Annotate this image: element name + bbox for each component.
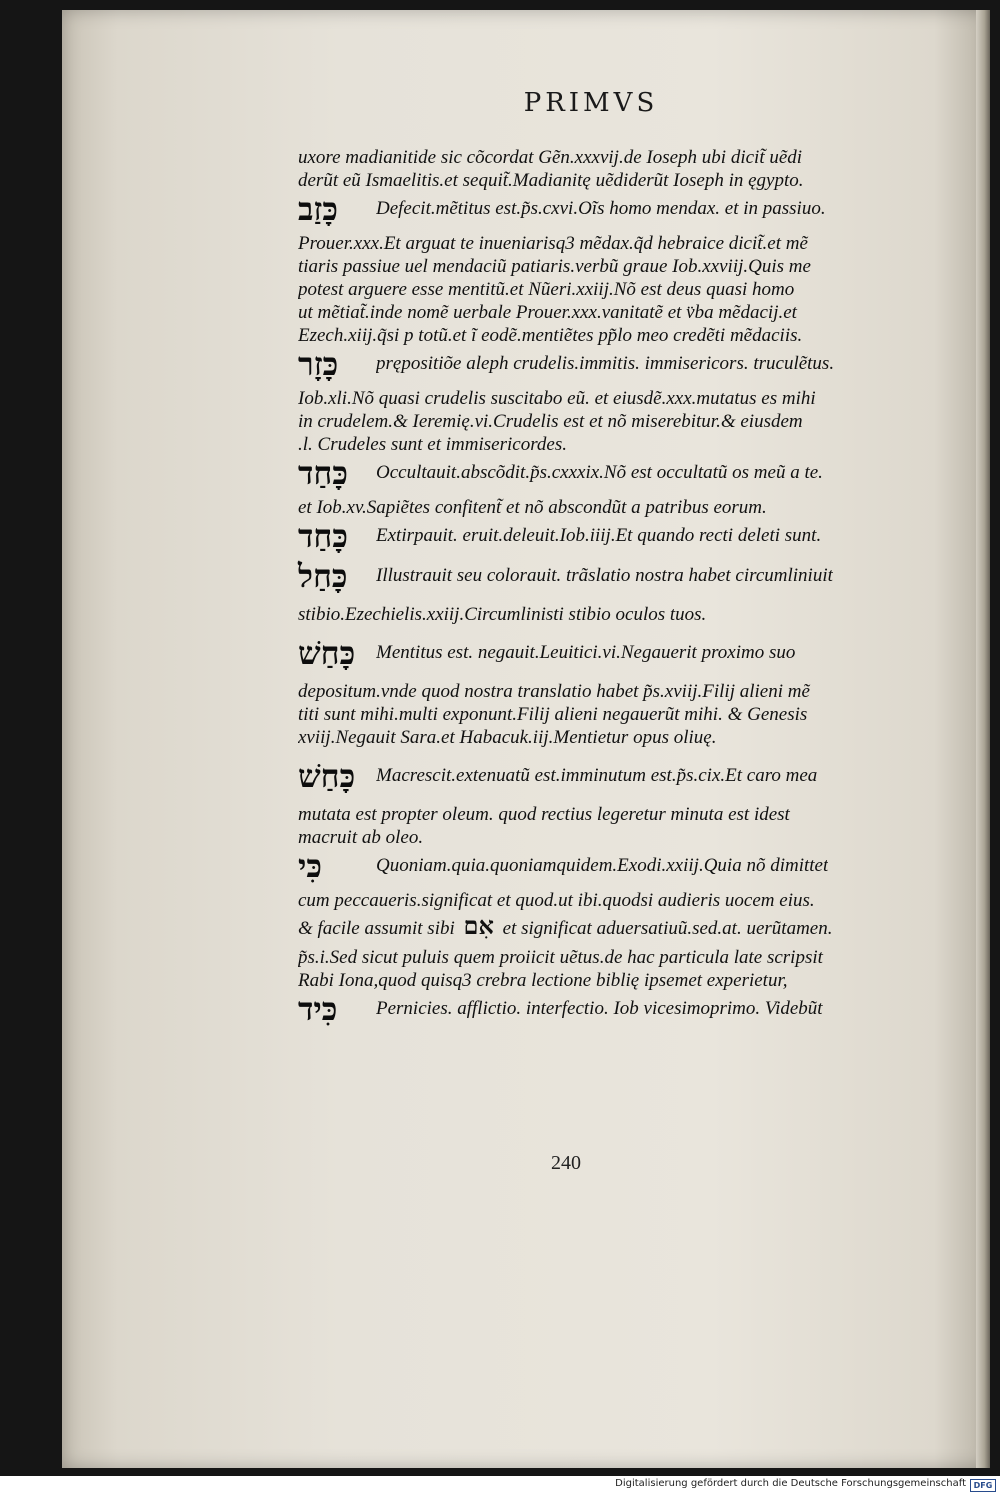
text-line: .l. Crudeles sunt et immisericordes. <box>298 434 567 455</box>
entry-definition: Occultauit.abscõdit.p̃s.cxxxix.Nõ est occultatũ os meũ a te. <box>376 462 823 483</box>
hebrew-headword: כָּחַל <box>298 557 348 595</box>
lexicon-entry <box>298 347 948 381</box>
text-line: mutata est propter oleum. quod rectius legeretur minuta est idest <box>298 804 790 825</box>
text-line: p̃s.i.Sed sicut puluis quem proiicit uẽtus.de hac particula late scripsit <box>298 947 823 968</box>
hebrew-headword: כִּיד <box>298 990 338 1028</box>
text-block <box>298 146 948 1026</box>
dfg-logo: DFG <box>970 1479 996 1492</box>
lexicon-entry <box>298 519 948 553</box>
hebrew-inline-word: אִם <box>463 912 494 940</box>
digitization-credit: Digitalisierung gefördert durch die Deutsche Forschungsgemeinschaft <box>615 1478 966 1489</box>
lexicon-entry <box>298 456 948 490</box>
text-line: derũt eũ Ismaelitis.et sequit̃.Madianitę uẽdiderũt Ioseph in ęgypto. <box>298 170 804 191</box>
text-line: Prouer.xxx.Et arguat te inueniarisq3 mẽdax.q̃d hebraice dicit̃.et mẽ <box>298 233 808 254</box>
line-fragment: & facile assumit sibi <box>298 918 455 939</box>
text-line-with-hebrew <box>298 912 948 940</box>
text-line: tiaris passiue uel mendaciũ patiaris.verbũ graue Iob.xxviij.Quis me <box>298 256 811 277</box>
hebrew-headword: כָּזַב <box>298 190 338 228</box>
line-fragment: et significat aduersatiuũ.sed.at. uerũtamen. <box>502 918 833 939</box>
text-line: depositum.vnde quod nostra translatio habet p̃s.xviij.Filij alieni mẽ <box>298 681 810 702</box>
text-line: stibio.Ezechielis.xxiij.Circumlinisti stibio oculos tuos. <box>298 604 707 625</box>
lexicon-entry <box>298 559 948 593</box>
lexicon-entry <box>298 992 948 1026</box>
text-line: cum peccaueris.significat et quod.ut ibi.quodsi audieris uocem eius. <box>298 890 815 911</box>
lexicon-entry <box>298 636 948 670</box>
lexicon-entry <box>298 849 948 883</box>
entry-definition: Pernicies. afflictio. interfectio. Iob vicesimoprimo. Videbũt <box>376 998 823 1019</box>
page-edge <box>976 10 990 1468</box>
running-head: PRIMVS <box>523 88 659 118</box>
entry-definition: Mentitus est. negauit.Leuitici.vi.Negauerit proximo suo <box>376 642 796 663</box>
text-line: uxore madianitide sic cõcordat Gẽn.xxxvij.de Ioseph ubi dicit̃ uẽdi <box>298 147 803 168</box>
hebrew-headword: כָּחַד <box>298 517 348 555</box>
entry-definition: Defecit.mẽtitus est.p̃s.cxvi.Oĩs homo mendax. et in passiuo. <box>376 198 826 219</box>
text-line: potest arguere esse mentitũ.et Nũeri.xxiij.Nõ est deus quasi homo <box>298 279 795 300</box>
lexicon-entry <box>298 759 948 793</box>
folio-number: 240 <box>551 1152 581 1174</box>
entry-definition: Illustrauit seu colorauit. trãslatio nostra habet circumliniuit <box>376 565 833 586</box>
entry-definition: prępositiõe aleph crudelis.immitis. immisericors. truculẽtus. <box>376 353 835 374</box>
text-line: in crudelem.& Ieremię.vi.Crudelis est et nõ miserebitur.& eiusdem <box>298 411 803 432</box>
hebrew-headword: כָּזָר <box>298 345 339 383</box>
hebrew-headword: כִּי <box>298 847 323 885</box>
hebrew-headword: כָּחַשׁ <box>298 757 356 795</box>
text-line: Ezech.xiij.q̃si p totũ.et ĩ eodẽ.mentiẽtes pp̃lo meo credẽti mẽdaciis. <box>298 325 803 346</box>
entry-definition: Extirpauit. eruit.deleuit.Iob.iiij.Et quando recti deleti sunt. <box>376 525 822 546</box>
text-line: Iob.xli.Nõ quasi crudelis suscitabo eũ. et eiusdẽ.xxx.mutatus es mihi <box>298 388 816 409</box>
hebrew-headword: כָּחַשׁ <box>298 634 356 672</box>
entry-definition: Quoniam.quia.quoniamquidem.Exodi.xxiij.Quia nõ dimittet <box>376 855 829 876</box>
entry-definition: Macrescit.extenuatũ est.imminutum est.p̃s.cix.Et caro mea <box>376 765 818 786</box>
hebrew-headword: כָּחַד <box>298 454 348 492</box>
text-line: titi sunt mihi.multi exponunt.Filij alieni negauerũt mihi. & Genesis <box>298 704 808 725</box>
text-line: et Iob.xv.Sapiẽtes confitent̃ et nõ abscondũt a patribus eorum. <box>298 497 767 518</box>
footer-bar <box>0 1476 1000 1496</box>
text-line: Rabi Iona,quod quisq3 crebra lectione biblię ipsemet experietur, <box>298 970 788 991</box>
lexicon-entry <box>298 192 948 226</box>
book-page <box>62 10 990 1468</box>
text-line: macruit ab oleo. <box>298 827 424 848</box>
text-line: xviij.Negauit Sara.et Habacuk.iij.Mentietur opus oliuę. <box>298 727 717 748</box>
text-line: ut mẽtiat̃.inde nomẽ uerbale Prouer.xxx.vanitatẽ et v̈ba mẽdacij.et <box>298 302 797 323</box>
